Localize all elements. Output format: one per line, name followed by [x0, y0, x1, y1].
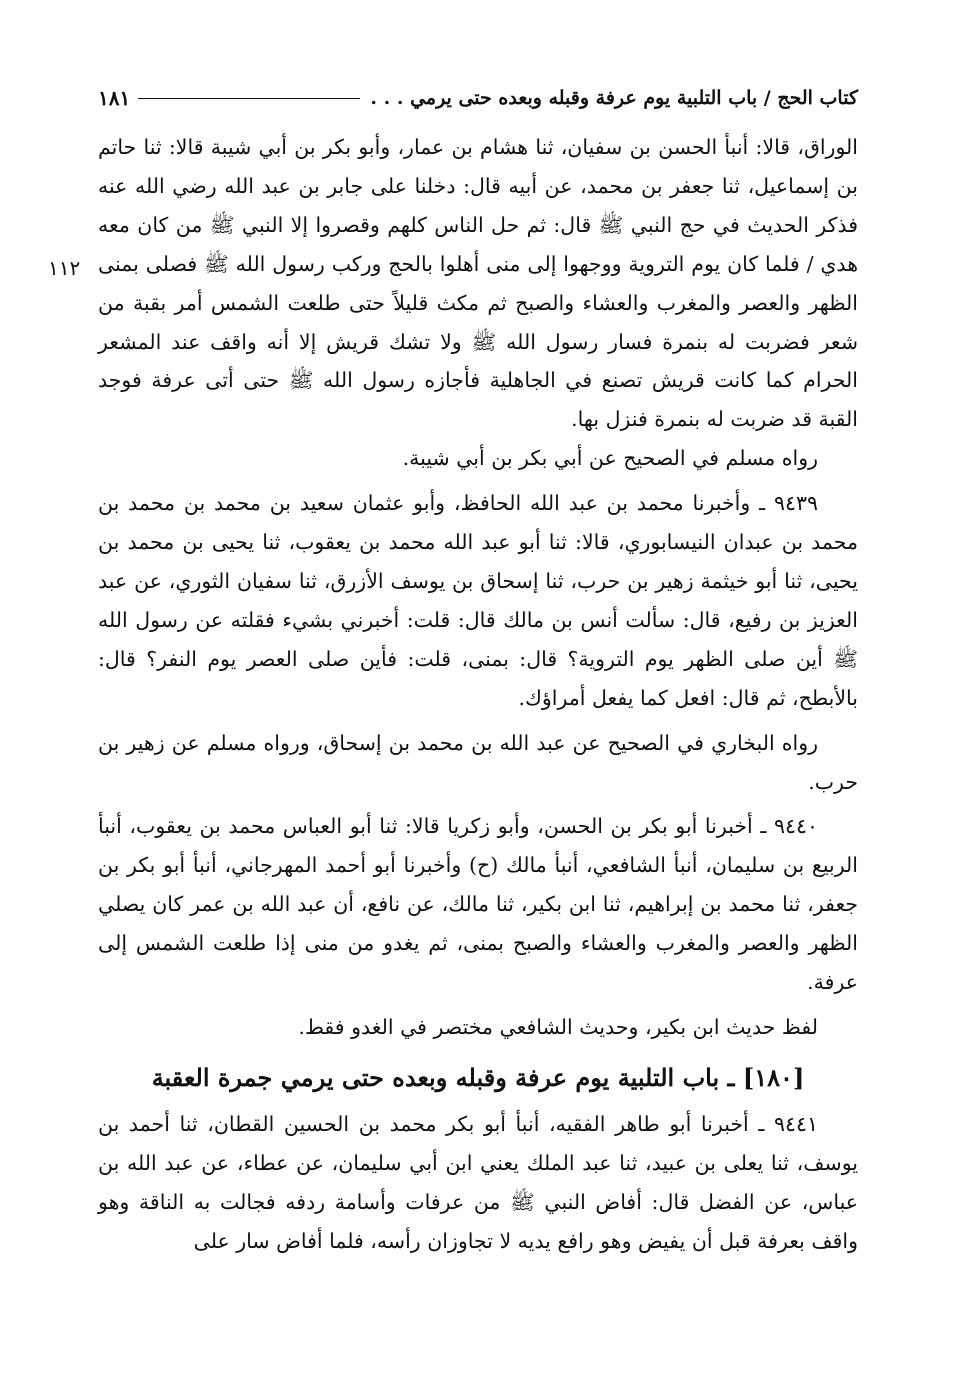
running-header — [98, 78, 858, 118]
paragraph-hadith-9439: ٩٤٣٩ ـ وأخبرنا محمد بن عبد الله الحافظ، وأبو عثمان سعيد بن محمد بن محمد بن محمد بن عبدان النيسابوري، قالا: ثنا أبو عبد الله محمد بن يعقوب، ثنا يحيى بن محمد بن يحيى، ثنا أبو خيثمة زهير بن حرب، ثنا إسحاق بن يوسف الأزرق، ثنا سفيان الثوري، عن عبد العزيز بن رفيع، قال: سألت أنس بن مالك قال: قلت: أخبرني بشيء فقلته عن رسول الله ﷺ أين صلى الظهر يوم التروية؟ قال: بمنى، قلت: فأين صلى العصر يوم النفر؟ قال: بالأبطح، ثم قال: افعل كما يفعل أمراؤك. — [98, 491, 858, 710]
header-rule — [138, 98, 360, 99]
paragraph-hadith-9440: ٩٤٤٠ ـ أخبرنا أبو بكر بن الحسن، وأبو زكريا قالا: ثنا أبو العباس محمد بن يعقوب، أنبأ الربيع بن سليمان، أنبأ الشافعي، أنبأ مالك (ح) وأخبرنا أبو أحمد المهرجاني، أنبأ أبو بكر بن جعفر، ثنا محمد بن إبراهيم، ثنا ابن بكير، ثنا مالك، عن نافع، أن عبد الله بن عمر كان يصلي الظهر والعصر والمغرب والعشاء والصبح بمنى، ثم يغدو من منى إذا طلعت الشمس إلى عرفة. — [98, 814, 858, 995]
paragraph-hadith-9441: ٩٤٤١ ـ أخبرنا أبو طاهر الفقيه، أنبأ أبو بكر محمد بن الحسين القطان، ثنا أحمد بن يوسف، ثنا يعلى بن عبيد، ثنا عبد الملك يعني ابن أبي سليمان، عن عطاء، عن عبد الله بن عباس، عن الفضل قال: أفاض النبي ﷺ من عرفات وأسامة ردفه فجالت به الناقة وهو واقف بعرفة قبل أن يفيض وهو رافع يديه لا تجاوزان رأسه، فلما أفاض سار على — [98, 1111, 858, 1253]
paragraph-narration-note-2: رواه البخاري في الصحيح عن عبد الله بن محمد بن إسحاق، ورواه مسلم عن زهير بن حرب. — [98, 730, 858, 794]
page-number: ١٨١ — [98, 86, 131, 110]
paragraph-narration-note-1: رواه مسلم في الصحيح عن أبي بكر بن أبي شيبة. — [402, 446, 818, 471]
section-title: [١٨٠] ـ باب التلبية يوم عرفة وقبله وبعده حتى يرمي جمرة العقبة — [151, 1062, 805, 1092]
paragraph-hadith-continuation: الوراق، قالا: أنبأ الحسن بن سفيان، ثنا هشام بن عمار، وأبو بكر بن أبي شيبة قالا: ثنا حاتم بن إسماعيل، ثنا جعفر بن محمد، عن أبيه قال: دخلنا على جابر بن عبد الله رضي الله عنه فذكر الحديث في حج النبي ﷺ قال: ثم حل الناس كلهم وقصروا إلا النبي ﷺ من كان معه هدي / فلما كان يوم التروية ووجهوا إلى منى أهلوا بالحج وركب رسول الله ﷺ فصلى بمنى الظهر والعصر والمغرب والعشاء والصبح ثم مكث قليلاً حتى طلعت الشمس أمر بقبة من شعر فضربت له بنمرة فسار رسول الله ﷺ ولا تشك قريش إلا أنه واقف عند المشعر الحرام كما كانت قريش تصنع في الجاهلية فأجازه رسول الله ﷺ حتى أتى عرفة فوجد القبة قد ضربت له بنمرة فنزل بها. — [98, 135, 859, 432]
page-body — [98, 128, 858, 1260]
margin-page-reference: ١١٢ — [48, 256, 81, 280]
paragraph-narration-note-3: لفظ حديث ابن بكير، وحديث الشافعي مختصر في الغدو فقط. — [298, 1014, 818, 1039]
header-title: كتاب الحج / باب التلبية يوم عرفة وقبله وبعده حتى يرمي . . . — [370, 87, 858, 109]
